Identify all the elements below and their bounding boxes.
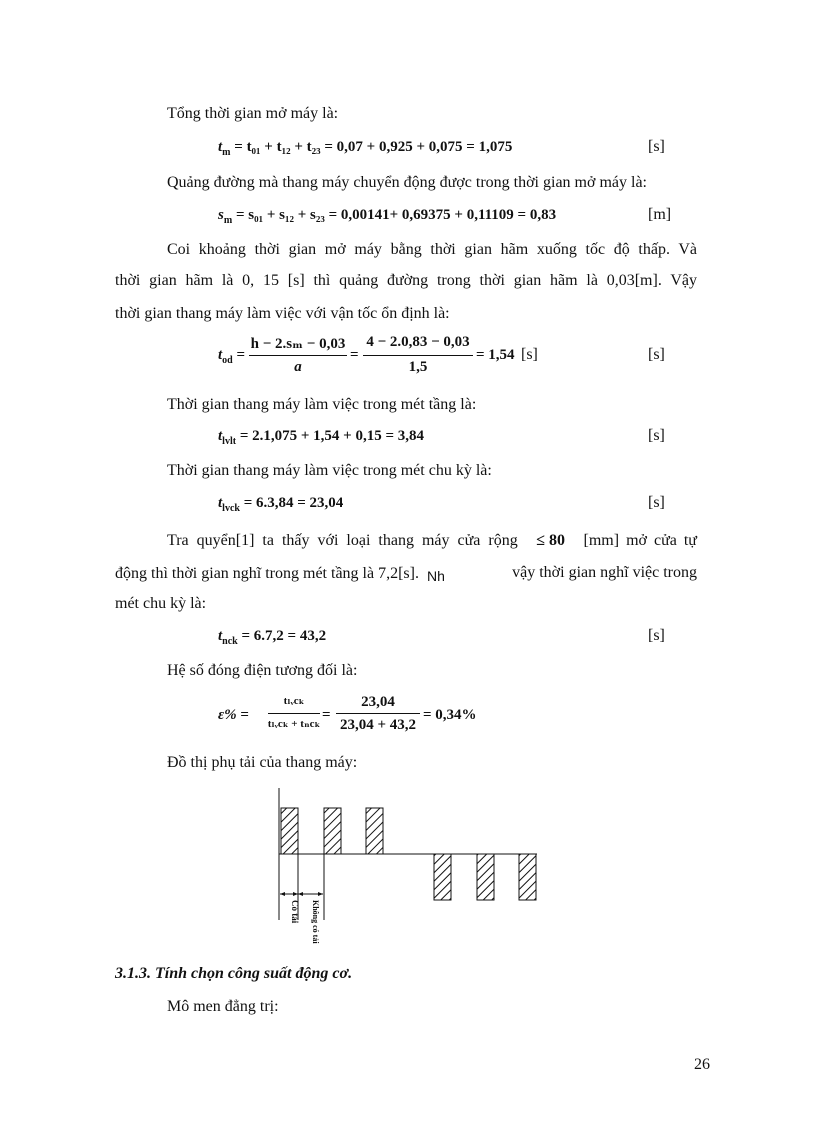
label-loaded: Có tải: [290, 900, 300, 924]
load-block-down-2: [477, 854, 494, 900]
text-start-distance: Quảng đường mà thang máy chuyển động được trong thời gian mở máy là:: [167, 174, 647, 191]
text-total-start-time: Tổng thời gian mở máy là:: [167, 105, 339, 122]
eq6-unit: [s]: [648, 627, 665, 644]
eq3-equals: =: [350, 347, 359, 363]
eq2-rhs: = s₀₁ + s₁₂ + s₂₃ = 0,00141+ 0,69375 + 0,11109 = 0,83: [235, 207, 557, 223]
equation-floor-time: [218, 427, 424, 451]
eq5-unit: [s]: [648, 494, 665, 511]
eq1-sub: m: [222, 147, 231, 158]
eq4-lhs: t: [218, 428, 223, 444]
eq3-result: = 1,54: [476, 347, 515, 363]
text-steady-speed-time: thời gian thang máy làm việc với vận tốc ổn định là:: [115, 305, 450, 322]
equation-start-distance: [218, 206, 556, 230]
text-door-width: ≤ 80: [536, 532, 565, 549]
eq2-lhs: s: [218, 207, 224, 223]
load-block-up-1: [281, 808, 298, 854]
eq5-rhs: = 6.3,84 = 23,04: [243, 495, 344, 511]
eq3-inline-unit: [s]: [521, 346, 538, 363]
eq2-sub: m: [223, 215, 233, 226]
load-block-down-3: [519, 854, 536, 900]
eq7-num1: tₗᵥcₖ: [283, 695, 305, 707]
text-door-lookup-c: [mm] mở cửa tự: [583, 532, 697, 549]
equation-rest-cycle: [218, 627, 326, 651]
text-cycle-rest: mét chu kỳ là:: [115, 595, 207, 612]
eq3-bar1: [249, 355, 347, 356]
eq3-unit: [s]: [648, 346, 665, 363]
eq3-den2: 1,5: [408, 359, 428, 375]
text-load-chart: Đồ thị phụ tải của thang máy:: [167, 754, 358, 771]
eq4-sub: lvlt: [222, 436, 237, 447]
eq3-lhs: $t_{od}$ =: [218, 347, 246, 366]
text-nh: Nh: [426, 568, 445, 584]
eq7-lhs: ε% =: [218, 707, 249, 723]
text-braking-assumption: Coi khoảng thời gian mở máy bằng thời gian hãm xuống tốc độ thấp. Và: [167, 241, 697, 258]
equation-cycle-time: [218, 494, 343, 518]
text-equivalent-torque: Mô men đẳng trị:: [167, 998, 279, 1015]
eq7-bar1: [268, 713, 320, 714]
text-rest-time-c: vậy thời gian nghĩ việc trong: [512, 564, 697, 581]
text-door-lookup: [167, 531, 697, 551]
eq7-equals: =: [322, 707, 331, 723]
eq7-den1: tₗᵥcₖ + tₙcₖ: [267, 718, 321, 730]
eq1-rhs: = t₀₁ + t₁₂ + t₂₃ = 0,07 + 0,925 + 0,075 = 1,075: [234, 139, 513, 155]
load-diagram: [0, 780, 816, 960]
load-block-up-2: [324, 808, 341, 854]
text-door-lookup-a: Tra quyển[1] ta thấy với loại thang máy cửa rộng: [167, 532, 518, 549]
equation-start-time: [218, 138, 512, 162]
eq3-num1: h − 2.sₘ − 0,03: [250, 336, 346, 352]
text-rest-time: [115, 563, 697, 584]
eq7-bar2: [336, 713, 420, 714]
eq6-lhs: t: [218, 628, 223, 644]
eq3-bar2: [363, 355, 473, 356]
eq3-den1: a: [294, 359, 302, 375]
eq5-sub: lvck: [222, 503, 240, 514]
eq1-unit: [s]: [648, 138, 665, 155]
load-block-up-3: [366, 808, 383, 854]
eq4-unit: [s]: [648, 427, 665, 444]
text-duty-factor: Hệ số đóng điện tương đối là:: [167, 662, 358, 679]
eq7-num2: 23,04: [361, 694, 395, 710]
eq7-result: = 0,34%: [423, 707, 477, 723]
text-rest-time-a: động thì thời gian nghĩ trong mét tầng là 7,2[s].: [115, 565, 419, 582]
eq6-rhs: = 6.7,2 = 43,2: [241, 628, 327, 644]
eq7-den2: 23,04 + 43,2: [339, 717, 417, 733]
eq4-rhs: = 2.1,075 + 1,54 + 0,15 = 3,84: [239, 428, 425, 444]
eq3-sub: od: [222, 355, 233, 366]
eq1-lhs: t: [218, 139, 223, 155]
text-cycle-time: Thời gian thang máy làm việc trong mét chu kỳ là:: [167, 462, 492, 479]
eq5-lhs: t: [218, 495, 223, 511]
eq2-unit: [m]: [648, 206, 672, 223]
section-heading: 3.1.3. Tính chọn công suất động cơ.: [115, 965, 353, 982]
load-block-down-1: [434, 854, 451, 900]
page-number: 26: [694, 1056, 710, 1073]
eq3-num2: 4 − 2.0,83 − 0,03: [366, 334, 470, 350]
label-unloaded: Không có tải: [311, 900, 320, 944]
eq6-sub: nck: [222, 636, 238, 647]
text-braking-time: thời gian hãm là 0, 15 [s] thì quảng đường trong thời gian hãm là 0,03[m]. Vậy: [115, 272, 697, 289]
text-floor-time: Thời gian thang máy làm việc trong mét tầng là:: [167, 396, 477, 413]
